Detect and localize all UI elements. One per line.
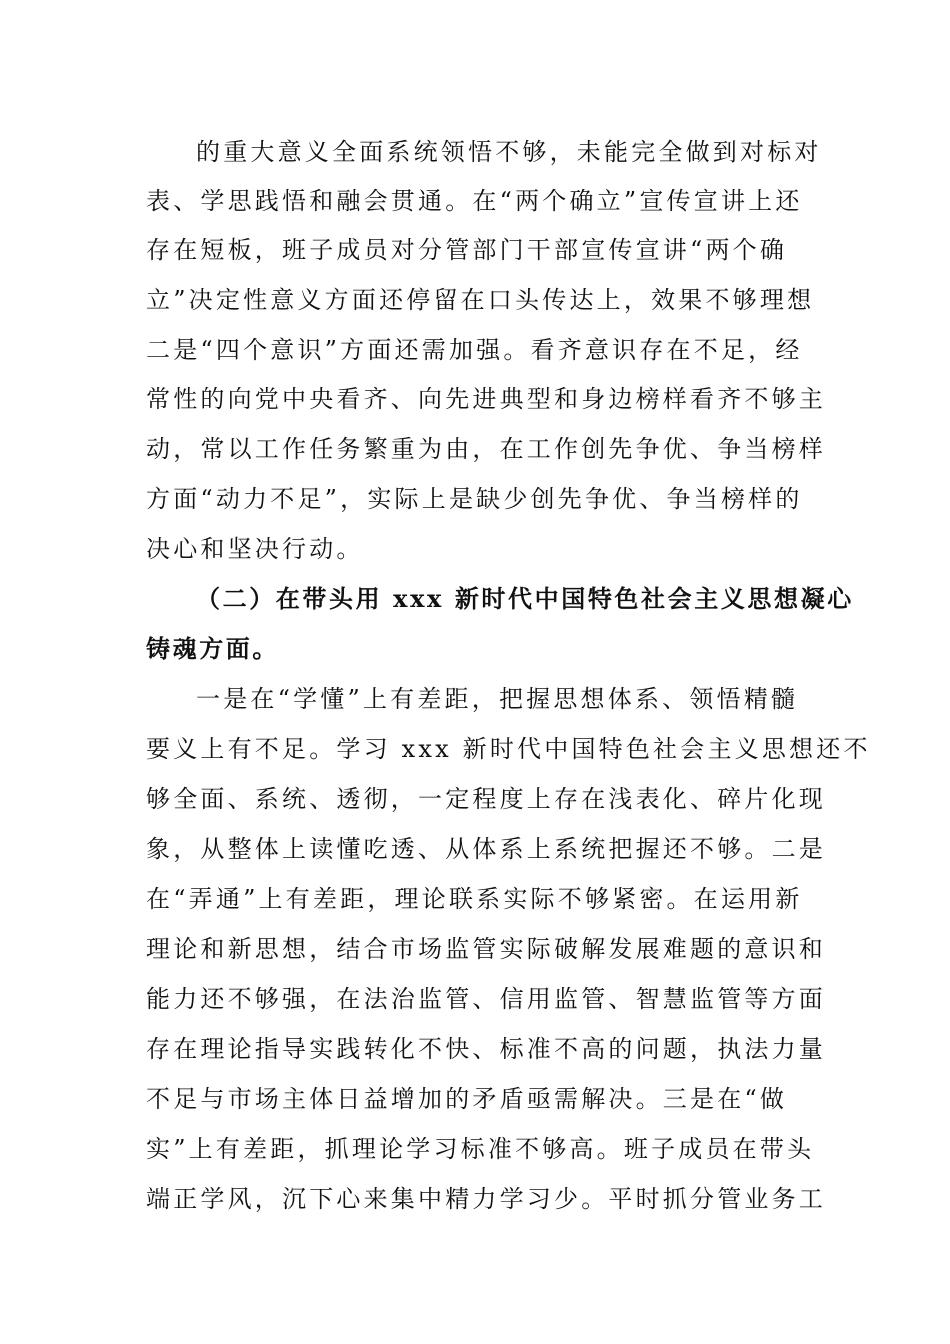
body-line-18: 不足与市场主体日益增加的矛盾亟需解决。三是在“做 xyxy=(146,1085,788,1113)
body-line-13: 象，从整体上读懂吃透、从体系上系统把握还不够。二是 xyxy=(146,835,826,863)
body-line-9: 决心和坚决行动。 xyxy=(146,535,364,563)
body-line-14: 在“弄通”上有差距，理论联系实际不够紧密。在运用新 xyxy=(146,885,803,913)
body-line-2: 表、学思践悟和融会贯通。在“两个确立”宣传宣讲上还 xyxy=(146,187,803,215)
body-line-4: 立”决定性意义方面还停留在口头传达上，效果不够理想 xyxy=(146,286,815,314)
body-line-20: 端正学风，沉下心来集中精力学习少。平时抓分管业务工 xyxy=(146,1185,826,1213)
body-line-12: 够全面、系统、透彻，一定程度上存在浅表化、碎片化现 xyxy=(146,785,826,813)
body-line-7: 动，常以工作任务繁重为由，在工作创先争优、争当榜样 xyxy=(146,435,826,463)
body-line-1: 的重大意义全面系统领悟不够，未能完全做到对标对 xyxy=(196,138,822,166)
section-heading-line-2: 铸魂方面。 xyxy=(146,634,279,663)
body-line-19: 实”上有差距，抓理论学习标准不够高。班子成员在带头 xyxy=(146,1135,815,1163)
body-line-16: 能力还不够强，在法治监管、信用监管、智慧监管等方面 xyxy=(146,985,826,1013)
body-line-5: 二是“四个意识”方面还需加强。看齐意识存在不足，经 xyxy=(146,336,803,364)
body-line-3: 存在短板，班子成员对分管部门干部宣传宣讲“两个确 xyxy=(146,236,788,264)
body-line-8: 方面“动力不足”，实际上是缺少创先争优、争当榜样的 xyxy=(146,485,803,513)
body-line-6: 常性的向党中央看齐、向先进典型和身边榜样看齐不够主 xyxy=(146,385,826,413)
body-line-10: 一是在“学懂”上有差距，把握思想体系、领悟精髓 xyxy=(196,685,799,713)
section-heading-line-1: （二）在带头用 xxx 新时代中国特色社会主义思想凝心 xyxy=(196,584,854,613)
body-line-17: 存在理论指导实践转化不快、标准不高的问题，执法力量 xyxy=(146,1035,826,1063)
body-line-11: 要义上有不足。学习 xxx 新时代中国特色社会主义思想还不 xyxy=(146,735,871,763)
body-line-15: 理论和新思想，结合市场监管实际破解发展难题的意识和 xyxy=(146,935,826,963)
